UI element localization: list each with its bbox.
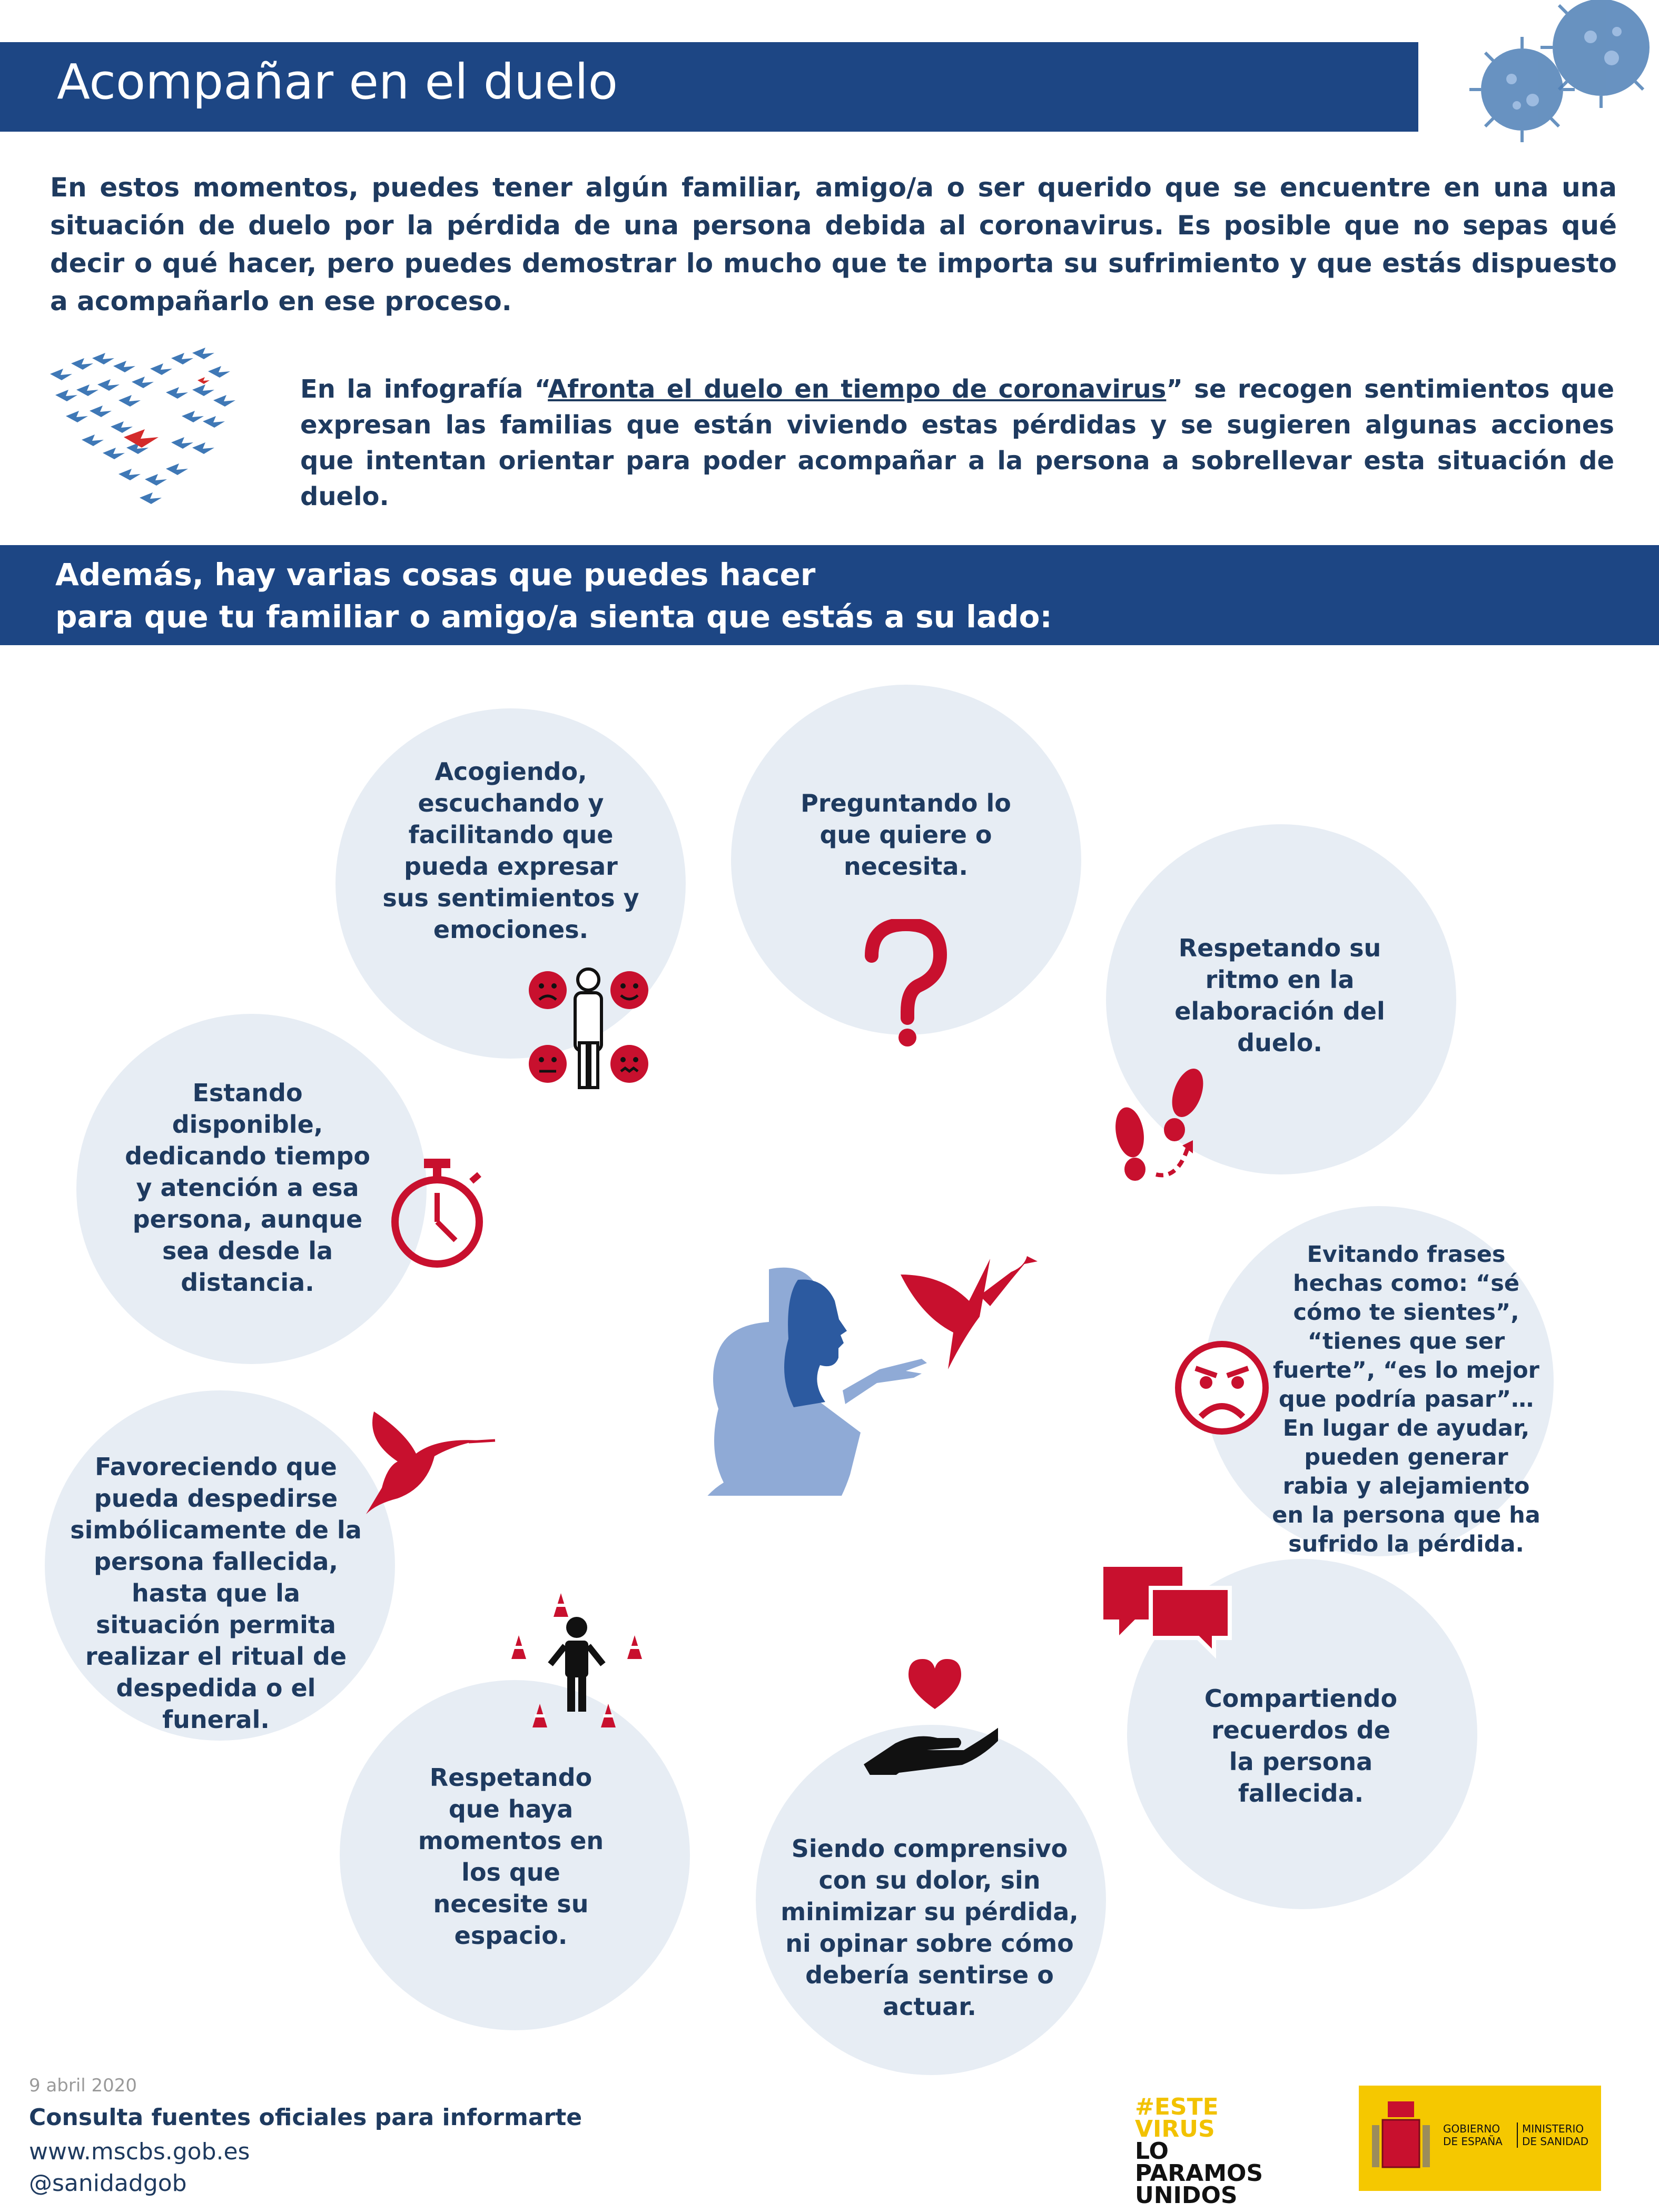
tip-acogiendo: Acogiendo, escuchando y facilitando que pueda expresar sus sentimientos y emociones. <box>382 757 639 944</box>
page-title: Acompañar en el duelo <box>57 54 618 110</box>
tip-preguntando: Preguntando lo que quiere o necesita. <box>801 789 1011 881</box>
infographic-suffix: ” se recogen sentimientos que expresan las familias que están viviendo estas pérdidas y se sugieren algunas acciones que intentan orientar para poder acompañar a la persona a sobrellevar esta situación de duelo. <box>300 374 1614 511</box>
infographic-paragraph <box>300 371 1614 515</box>
gobierno-logo <box>1359 2086 1601 2191</box>
tip-frases: Evitando frases hechas como: “sé cómo te sientes”, “tienes que ser fuerte”, “es lo mejor que podría pasar”… En lugar de ayudar, pueden generar rabia y alejamiento en la persona que ha sufrido la pérdida. <box>1272 1241 1540 1557</box>
section-header-line2: para que tu familiar o amigo/a sienta que estás a su lado: <box>55 599 1052 635</box>
coronavirus-illustration <box>1454 0 1659 153</box>
footer-consulta: Consulta fuentes oficiales para informarte <box>29 2104 582 2131</box>
ministerio-label: MINISTERIO DE SANIDAD <box>1522 2122 1589 2148</box>
tip-disponible: Estando disponible, dedicando tiempo y atención a esa persona, aunque sea desde la distancia. <box>125 1079 370 1297</box>
speech-bubbles-icon <box>1101 1564 1238 1659</box>
tip-despedirse: Favoreciendo que pueda despedirse simbólicamente de la persona fallecida, hasta que la situación permita realizar el ritual de despedida o el funeral. <box>70 1453 362 1734</box>
stopwatch-icon <box>384 1156 490 1272</box>
infographic-prefix: En la infografía “ <box>300 374 548 404</box>
footer-web[interactable]: www.mscbs.gob.es <box>29 2138 250 2165</box>
footprints-icon <box>1109 1061 1214 1188</box>
intro-paragraph: En estos momentos, puedes tener algún familiar, amigo/a o ser querido que se encuentre en una una situación de duelo por la pérdida de una persona debida al coronavirus. Es posible que no sepas qué decir o qué hacer, pero puedes demostrar lo mucho que te importa su sufrimiento y que estás dispuesto a acompañarlo en ese proceso. <box>50 172 1617 317</box>
footer-twitter[interactable]: @sanidadgob <box>29 2170 187 2197</box>
gobierno-label: GOBIERNO DE ESPAÑA <box>1443 2122 1518 2148</box>
hummingbird-icon <box>363 1411 500 1522</box>
birds-heart-illustration <box>39 342 250 511</box>
section-header <box>0 545 1659 645</box>
tip-recuerdos: Compartiendo recuerdos de la persona fallecida. <box>1204 1684 1398 1808</box>
section-header-line1: Además, hay varias cosas que puedes hacer <box>55 557 816 592</box>
infographic-link[interactable]: Afronta el duelo en tiempo de coronavirus <box>548 374 1167 404</box>
tip-ritmo: Respetando su ritmo en la elaboración del duelo. <box>1174 934 1385 1057</box>
heart-in-hand-icon <box>861 1659 998 1775</box>
footer-date: 9 abril 2020 <box>29 2075 137 2096</box>
tip-espacio: Respetando que haya momentos en los que necesite su espacio. <box>418 1763 604 1950</box>
emotions-person-icon <box>527 964 653 1090</box>
tip-comprensivo: Siendo comprensivo con su dolor, sin minimizar su pérdida, ni opinar sobre cómo debería sentirse o actuar. <box>781 1834 1079 2021</box>
red-bird-icon <box>901 1253 1053 1369</box>
question-mark-icon <box>858 919 953 1051</box>
campaign-logo: #ESTE VIRUS LO PARAMOS UNIDOS <box>1135 2094 1263 2209</box>
angry-face-icon <box>1172 1338 1272 1438</box>
personal-space-icon <box>503 1591 650 1738</box>
title-banner <box>0 42 1418 132</box>
coat-of-arms-icon <box>1369 2099 1433 2178</box>
